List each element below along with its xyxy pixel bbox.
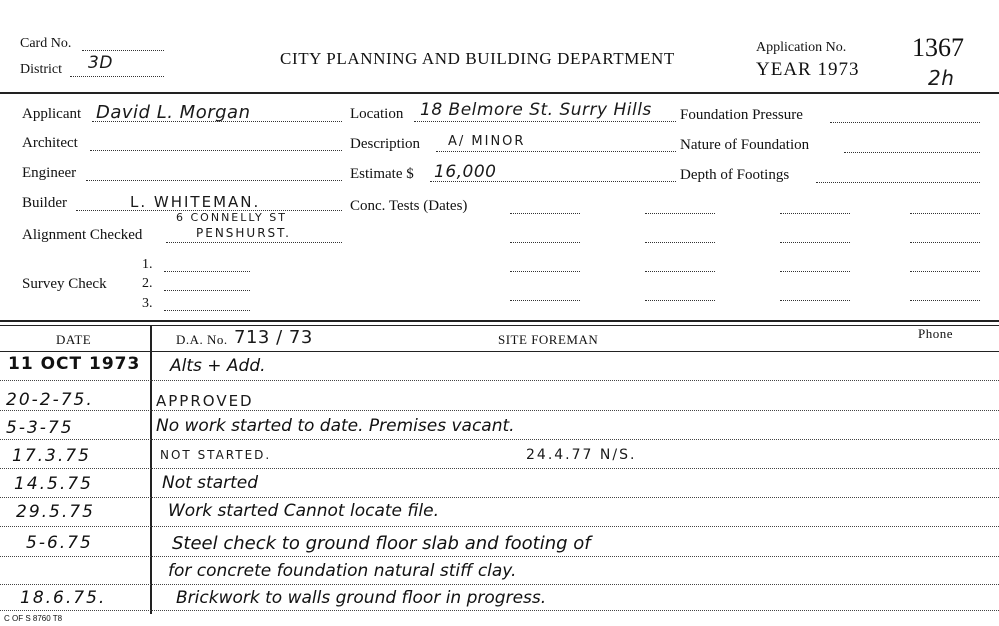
conc-line-a3 [780,213,850,214]
row-6-line [0,526,999,527]
engineer-line [86,180,342,181]
conc-line-b1 [510,242,580,243]
row-1-entry: Alts + Add. [170,356,266,376]
application-number: 1367 [912,33,964,62]
card-no-label: Card No. [20,36,72,51]
description-line [436,151,676,152]
row-9-line [0,610,999,611]
foundation-pressure-label: Foundation Pressure [680,107,803,123]
conc-tests-label: Conc. Tests (Dates) [350,198,468,214]
row-3-entry: No work started to date. Premises vacant. [156,416,515,436]
district-label: District [20,62,62,77]
conc-line-b3 [780,242,850,243]
applicant-label: Applicant [22,106,82,122]
location-label: Location [350,106,404,122]
survey-2-line [164,290,250,291]
row-7-line [0,556,999,557]
description-label: Description [350,136,420,152]
conc-line-a4 [910,213,980,214]
table-top-border [0,320,999,322]
survey-1-line [164,271,250,272]
row-8-entry: for concrete foundation natural stiff clay. [168,561,517,581]
conc-line-b2 [645,242,715,243]
row-3-line [0,439,999,440]
form-code: C OF S 8760 T8 [4,614,63,623]
row-5-entry: Not started [162,473,259,493]
row-6-entry: Work started Cannot locate file. [168,501,439,521]
applicant-value: David L. Morgan [96,102,251,123]
builder-address: 6 CONNELLY ST [176,211,287,224]
estimate-value: 16,000 [434,162,497,182]
row-5-line [0,497,999,498]
conc-line-d2 [645,300,715,301]
initials: 2h [928,66,955,90]
survey-3-label: 3. [142,296,153,311]
conc-line-b4 [910,242,980,243]
row-4-line [0,468,999,469]
alignment-label: Alignment Checked [22,227,143,243]
card-no-line [82,50,164,51]
conc-line-d3 [780,300,850,301]
row-7-date: 5-6.75 [26,533,93,553]
header-divider [0,92,999,94]
nature-of-foundation-line [844,152,980,153]
row-2-date: 20-2-75. [6,390,94,410]
row-8-line [0,584,999,585]
alignment-value: PENSHURST. [196,226,291,240]
depth-of-footings-line [816,182,980,183]
alignment-line [166,242,342,243]
builder-label: Builder [22,195,67,211]
conc-line-c4 [910,271,980,272]
conc-line-d1 [510,300,580,301]
conc-line-c2 [645,271,715,272]
estimate-label: Estimate $ [350,166,414,182]
description-value: A/ MINOR [448,134,526,149]
row-4-entry: NOT STARTED. [160,448,272,462]
location-value: 18 Belmore St. Surry Hills [420,100,652,120]
phone-header: Phone [918,326,953,341]
builder-value: L. WHITEMAN. [130,193,261,211]
architect-line [90,150,342,151]
architect-label: Architect [22,135,78,151]
survey-2-label: 2. [142,276,153,291]
row-5-date: 14.5.75 [14,474,93,494]
row-1-date: 11 OCT 1973 [8,354,141,374]
foundation-pressure-line [830,122,980,123]
application-no-label: Application No. [756,40,847,55]
date-header: DATE [56,332,92,347]
row-3-date: 5-3-75 [6,418,74,438]
row-1-line [0,380,999,381]
depth-of-footings-label: Depth of Footings [680,167,790,183]
application-year: YEAR 1973 [756,59,860,80]
row-2-line [0,410,999,411]
row-6-date: 29.5.75 [16,502,95,522]
nature-of-foundation-label: Nature of Foundation [680,137,810,153]
row-7-entry: Steel check to ground floor slab and footing of [172,533,591,554]
table-header-divider [0,351,999,352]
district-line [70,76,164,77]
conc-line-a2 [645,213,715,214]
conc-line-a1 [510,213,580,214]
survey-1-label: 1. [142,257,153,272]
survey-3-line [164,310,250,311]
row-4-extra: 24.4.77 N/S. [526,447,637,463]
conc-line-c3 [780,271,850,272]
row-9-entry: Brickwork to walls ground floor in progress. [176,588,547,608]
date-column-divider [150,326,152,614]
location-line [414,121,676,122]
conc-line-c1 [510,271,580,272]
department-title: CITY PLANNING AND BUILDING DEPARTMENT [280,49,675,68]
conc-line-d4 [910,300,980,301]
da-value: 713 / 73 [234,327,313,348]
row-2-entry: APPROVED [156,392,254,410]
site-foreman-header: SITE FOREMAN [498,332,599,347]
engineer-label: Engineer [22,165,77,181]
row-9-date: 18.6.75. [20,588,107,608]
district-value: 3D [88,53,113,73]
da-label: D.A. No. [176,332,228,347]
row-4-date: 17.3.75 [12,446,91,466]
survey-check-label: Survey Check [22,276,107,292]
